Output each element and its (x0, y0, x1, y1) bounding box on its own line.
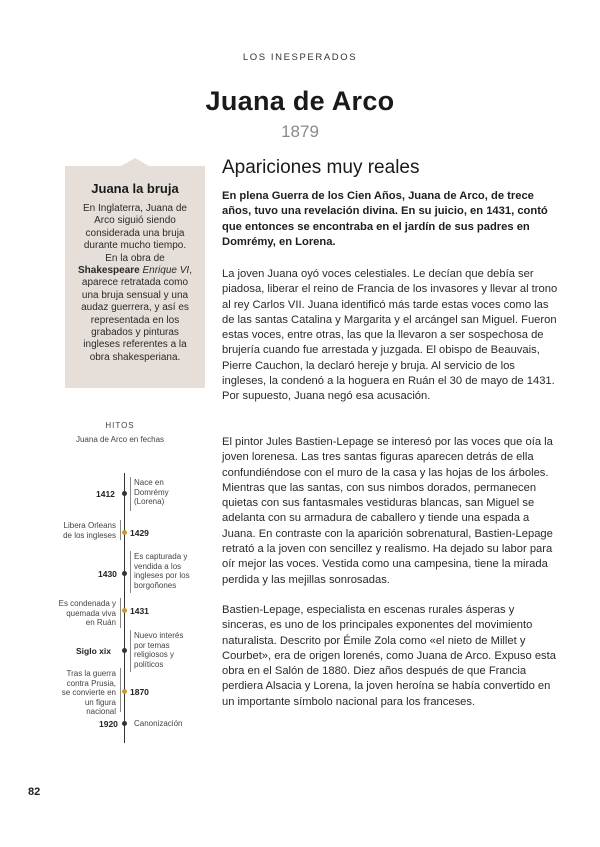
page-title: Juana de Arco (205, 86, 395, 116)
sidebar-text (77, 203, 193, 364)
body-paragraph: La joven Juana oyó voces celestiales. Le decían que debía ser piadosa, liberar el reino de Francia de los invasores y llevar al trono al rey Carlos VII. Juana identificó más tarde estas voces como las de las santas Catalina y Margarita y el arcángel san Miguel. Fueron estas voces, entre otras, las que la llevaron a ser sospechosa de brujería cuando fue arrestada y juzgada. El obispo de Beauvais, Pierre Cauchon, la declaró hereje y bruja. Al servicio de los ingleses, la condenó a la hoguera en Ruán el 30 de mayo de 1431. Por supuesto, Juana negó esa acusación. (222, 268, 558, 403)
timeline-bracket (120, 668, 121, 712)
timeline-event-text: Es capturada y vendida a los ingleses por los borgoñones (134, 552, 190, 590)
timeline-year: 1920 (99, 719, 118, 729)
timeline-title: HITOS (105, 421, 135, 430)
timeline-dot (122, 648, 127, 653)
timeline-bracket (130, 551, 131, 593)
timeline-bracket (120, 520, 121, 540)
timeline-dot (122, 721, 127, 726)
timeline-year: 1412 (96, 489, 115, 499)
timeline-event-text: Libera Orleans de los ingleses (63, 521, 116, 540)
page-number: 82 (28, 786, 41, 798)
timeline-bracket (130, 477, 131, 511)
timeline-year: 1429 (130, 528, 149, 538)
timeline-year: 1430 (98, 569, 117, 579)
timeline-bracket (120, 598, 121, 628)
sidebar-text-bold: Shakespeare (78, 265, 140, 277)
timeline-dot (122, 689, 127, 694)
sidebar-text-italic: Enrique VI (142, 265, 190, 277)
sidebar-notch (121, 158, 149, 166)
sidebar-text-part: En Inglaterra, Juana de Arco siguió siendo considerada una bruja durante mucho tiempo. En la obra de (83, 203, 187, 264)
timeline-dot (122, 530, 127, 535)
timeline-year: Siglo xix (76, 646, 111, 656)
sidebar-box (65, 166, 205, 388)
timeline-year: 1870 (130, 687, 149, 697)
timeline-subtitle: Juana de Arco en fechas (75, 435, 165, 444)
timeline-event-text: Nace en Domrémy (Lorena) (134, 478, 169, 507)
lead-paragraph: En plena Guerra de los Cien Años, Juana de Arco, de trece años, tuvo una revelación divina. En su juicio, en 1431, contó que entonces se encontraba en el jardín de sus padres en Domrémy, en Lorena. (222, 190, 548, 248)
timeline-dot (122, 491, 127, 496)
artwork-year: 1879 (281, 122, 319, 141)
section-title: Apariciones muy reales (222, 157, 420, 178)
sidebar-text-part: , aparece retratada como una bruja sensual y una audaz guerrera, y así es representada en los grabados y pinturas ingleses referentes a la obra shakesperiana. (81, 265, 192, 363)
timeline-event-text: Es condenada y quemada viva en Ruán (58, 599, 116, 628)
timeline-dot (122, 571, 127, 576)
sidebar-title: Juana la bruja (91, 181, 179, 196)
timeline-event-text: Tras la guerra contra Prusia, se convierte en un figura nacional (61, 669, 116, 717)
timeline-event-text: Nuevo interés por temas religiosos y políticos (134, 631, 184, 669)
timeline-dot (122, 608, 127, 613)
timeline-event-text: Canonización (134, 719, 183, 728)
timeline-year: 1431 (130, 606, 149, 616)
timeline-bracket (130, 630, 131, 672)
body-paragraph: Bastien-Lepage, especialista en escenas rurales ásperas y sinceras, es uno de los principales exponentes del movimiento naturalista. Descrito por Émile Zola como «el nieto de Millet y Courbet», era de origen lorenés, como Juana de Arco. Expuso esta obra en el Salón de 1880. Diez años después de que Francia perdiera Alsacia y Lorena, la joven heroína se había convertido en un importante símbolo nacional para los franceses. (222, 604, 556, 708)
body-paragraph: El pintor Jules Bastien-Lepage se interesó por las voces que oía la joven lorenesa. Las tres santas figuras aparecen detrás de ella confundiéndose con el muro de la casa y las hojas de los árboles. Mientras que las santas, con sus nimbos dorados, permanecen quietas con sus fantasmales vestiduras blancas, san Miguel se adelanta con su armadura de caballero y tiende una espada a Juana. En contraste con la aparición sobrenatural, Bastien-Lepage retrató a la joven con sencillez y realismo. Ha dejado su labor para oír mejor las voces. Vestida como una campesina, tiene la mirada perdida y las mejillas sonrosadas. (222, 436, 553, 586)
running-header: LOS INESPERADOS (242, 52, 358, 63)
